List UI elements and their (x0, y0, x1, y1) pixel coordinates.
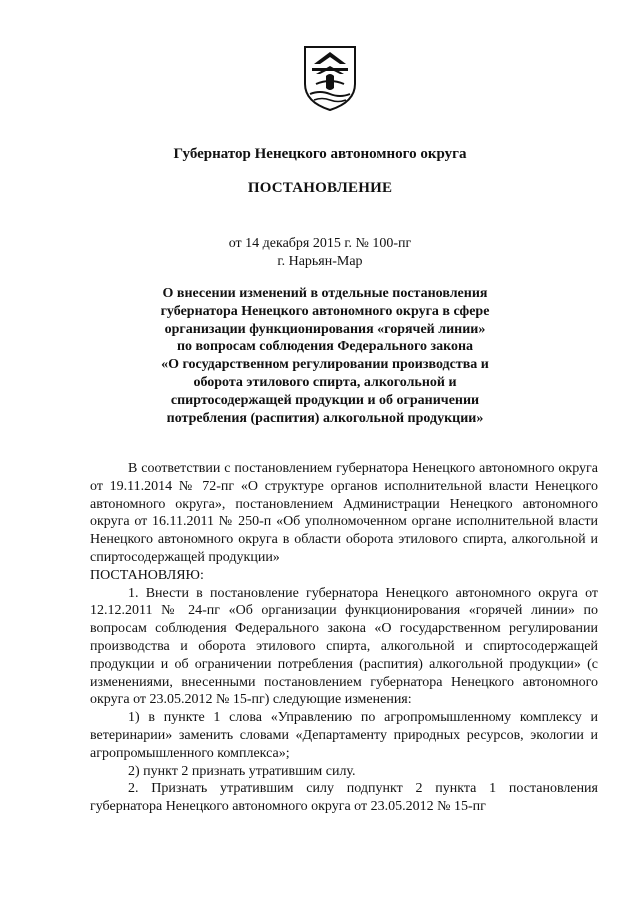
title-line: потребления (распития) алкогольной продукции» (166, 410, 484, 426)
subclause-1-1: 1) в пункте 1 слова «Управлению по агропромышленному комплексу и ветеринарии» заменить словами «Департаменту природных ресурсов, экологии и агропромышленного комплекса»; (90, 710, 598, 761)
title-line: О внесении изменений в отдельные постановления (162, 286, 488, 301)
decree-word: ПОСТАНОВЛЯЮ: (90, 567, 204, 583)
document-type: ПОСТАНОВЛЕНИЕ (247, 180, 393, 196)
date-number: от 14 декабря 2015 г. № 100-пг (228, 236, 412, 251)
title-line: «О государственном регулировании производства и (161, 357, 489, 373)
coat-of-arms-emblem-icon (302, 44, 358, 112)
document-body (90, 460, 598, 816)
clause-1: 1. Внести в постановление губернатора Ненецкого автономного округа от 12.12.2011 № 24-пг «Об организации функционирования «горячей линии» по вопросам соблюдения Федерального закона «О государственном регулировании производства и оборота этилового спирта, алкогольной и спиртосодержащей продукции и об ограничении потребления (распития) алкогольной продукции» (с изменениями, внесенными постановлением губернатора Ненецкого автономного округа от 23.05.2012 № 15-пг) следующие изменения: (90, 585, 598, 708)
preamble-paragraph: В соответствии с постановлением губернатора Ненецкого автономного округа от 19.11.2014 № 72-пг «О структуре органов исполнительной власти Ненецкого автономного округа», постановлением Администрации Ненецкого автономного округа от 16.11.2011 № 250-п «Об уполномоченном органе исполнительной власти Ненецкого автономного округа в области оборота этилового спирта, алкогольной и спиртосодержащей продукции» (90, 461, 598, 565)
document-title (130, 285, 520, 427)
date-block (0, 235, 640, 271)
clause-2: 2. Признать утратившим силу подпункт 2 пункта 1 постановления губернатора Ненецкого автономного округа от 23.05.2012 № 15-пг (90, 781, 598, 815)
title-line: организации функционирования «горячей линии» (164, 321, 486, 337)
title-line: спиртосодержащей продукции и об ограничении (170, 392, 480, 408)
subclause-1-2: 2) пункт 2 признать утратившим силу. (128, 763, 356, 779)
issuing-authority: Губернатор Ненецкого автономного округа (173, 146, 467, 162)
place-of-issue: г. Нарьян-Мар (277, 254, 363, 269)
title-line: губернатора Ненецкого автономного округа в сфере (160, 303, 490, 319)
title-line: оборота этилового спирта, алкогольной и (193, 374, 457, 390)
title-line: по вопросам соблюдения Федерального закона (176, 339, 474, 355)
